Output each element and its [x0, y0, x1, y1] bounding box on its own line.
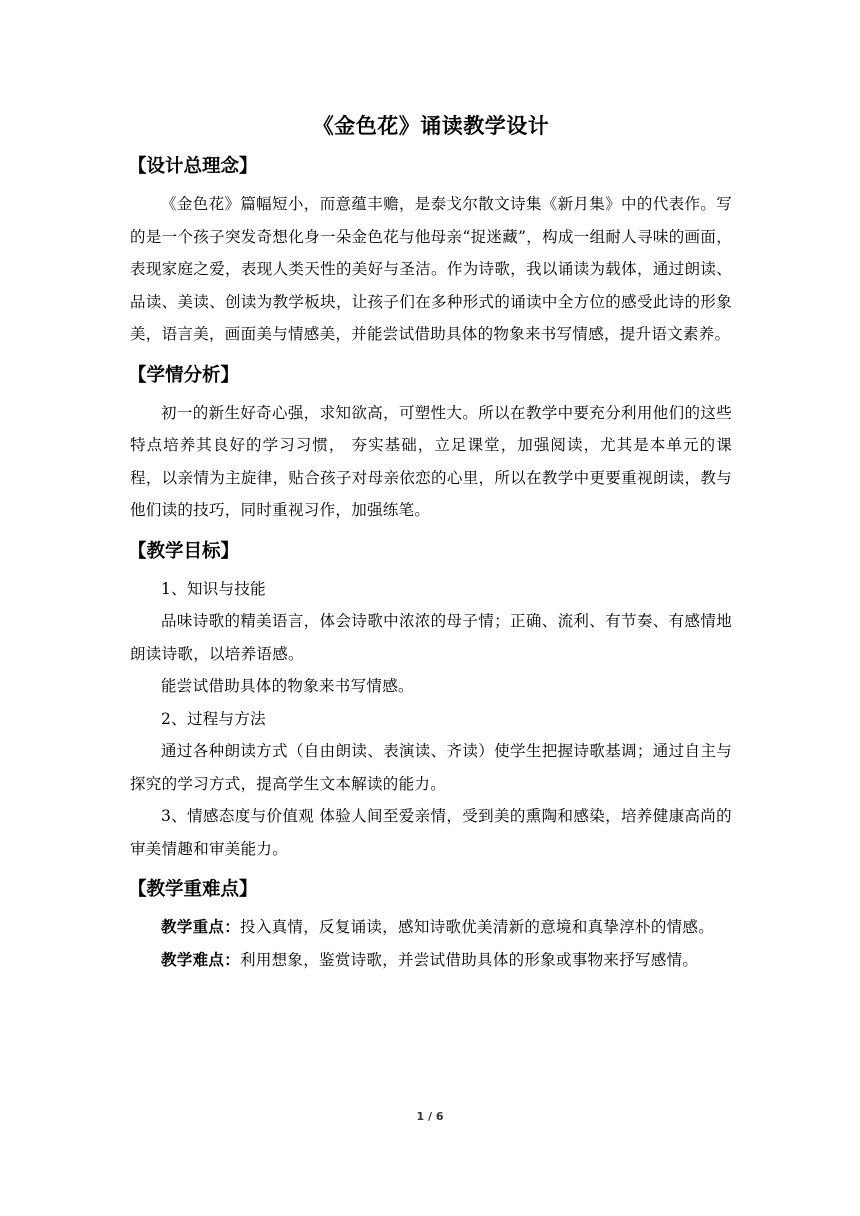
section-heading-key-difficult-points: 【教学重难点】 [128, 879, 258, 900]
paragraph: 3、情感态度与价值观 体验人间至爱亲情，受到美的熏陶和感染，培养健康高尚的审美情趣和审美能力。 [130, 807, 732, 858]
paragraph: 1、知识与技能 [161, 579, 266, 598]
key-point-text: 投入真情，反复诵读，感知诗歌优美清新的意境和真挚淳朴的情感。 [240, 918, 715, 936]
key-point-label: 教学重点： [161, 917, 241, 936]
paragraph: 能尝试借助具体的物象来书写情感。 [161, 677, 414, 695]
section-heading-student-analysis: 【学情分析】 [128, 364, 240, 386]
key-point-paragraph [130, 911, 732, 944]
paragraph: 初一的新生好奇心强，求知欲高，可塑性大。所以在教学中要充分利用他们的这些特点培养其良好的学习习惯， 夯实基础，立足课堂，加强阅读，尤其是本单元的课程，以亲情为主旋律，贴合孩子对母亲依恋的心里，所以在教学中更要重视朗读，教与他们读的技巧，同时重视习作，加强练笔。 [130, 403, 732, 519]
paragraph: 《金色花》篇幅短小，而意蕴丰赡，是泰戈尔散文诗集《新月集》中的代表作。写的是一个孩子突发奇想化身一朵金色花与他母亲“捉迷藏”，构成一组耐人寻味的画面，表现家庭之爱，表现人类天性的美好与圣洁。作为诗歌，我以诵读为载体，通过朗读、品读、美读、创读为教学板块，让孩子们在多种形式的诵读中全方位的感受此诗的形象美，语言美，画面美与情感美，并能尝试借助具体的物象来书写情感，提升语文素养。 [130, 195, 732, 343]
paragraph: 通过各种朗读方式（自由朗读、表演读、齐读）使学生把握诗歌基调；通过自主与探究的学习方式，提高学生文本解读的能力。 [130, 742, 732, 793]
paragraph: 2、过程与方法 [161, 709, 266, 728]
difficult-point-paragraph [130, 944, 732, 977]
difficult-point-text: 利用想象，鉴赏诗歌，并尝试借助具体的形象或事物来抒写感情。 [240, 950, 699, 969]
page-number: 1 / 6 [416, 1110, 444, 1123]
section-heading-design-concept: 【设计总理念】 [128, 156, 258, 177]
difficult-point-label: 教学难点： [161, 949, 241, 969]
document-content [130, 108, 732, 976]
paragraph: 品味诗歌的精美语言，体会诗歌中浓浓的母子情；正确、流利、有节奏、有感情地朗读诗歌，以培养语感。 [130, 612, 732, 663]
section-heading-teaching-objectives: 【教学目标】 [128, 540, 240, 562]
document-title: 《金色花》诵读教学设计 [312, 114, 550, 138]
